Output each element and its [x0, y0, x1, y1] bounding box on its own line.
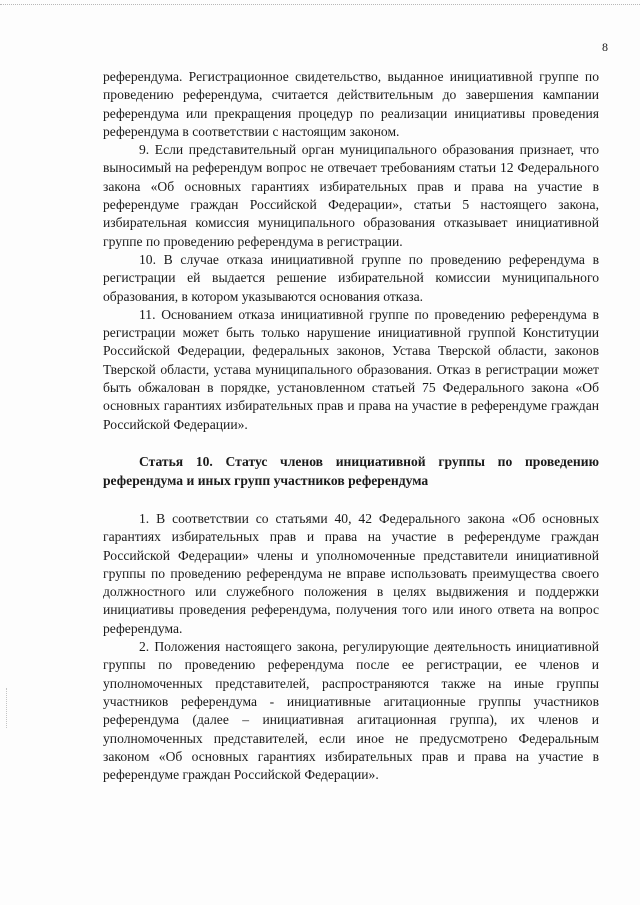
article-heading: Статья 10. Статус членов инициативной группы по проведению референдума и иных групп участников референдума: [103, 453, 599, 488]
scan-margin-marks: [6, 688, 11, 728]
article-10-item-1: 1. В соответствии со статьями 40, 42 Федерального закона «Об основных гарантиях избирательных прав и права на участие в референдуме граждан Российской Федерации» члены и уполномоченные представители инициативной группы по проведению референдума не вправе использовать преимущества своего должностного или служебного положения в целях выдвижения и поддержки инициативы проведения референдума, получения того или иного ответа на вопрос референдума.: [103, 510, 599, 636]
paragraph-item-9: 9. Если представительный орган муниципального образования признает, что выносимый на референдум вопрос не отвечает требованиям статьи 12 Федерального закона «Об основных гарантиях избирательных прав и права на участие в референдуме граждан Российской Федерации», статьи 5 настоящего закона, избирательная комиссия муниципального образования отказывает инициативной группе по проведению референдума в регистрации.: [103, 142, 599, 249]
paragraph-item-10: 10. В случае отказа инициативной группе по проведению референдума в регистрации ей выдается решение избирательной комиссии муниципального образования, в котором указываются основания отказа.: [103, 251, 599, 304]
document-body: [103, 68, 599, 784]
article-10-item-2: 2. Положения настоящего закона, регулирующие деятельность инициативной группы по проведению референдума после ее регистрации, ее членов и уполномоченных представителей, распространяются также на иные группы участников референдума - инициативные агитационные группы участников референдума (далее – инициативная агитационная группа), их членов и уполномоченных представителей, если иное не предусмотрено Федеральным законом «Об основных гарантиях избирательных прав и права на участие в референдуме граждан Российской Федерации».: [103, 639, 599, 783]
paragraph-item-11: 11. Основанием отказа инициативной группе по проведению референдума в регистрации может быть только нарушение инициативной группой Конституции Российской Федерации, федеральных законов, Устава Тверской области, законов Тверской области, устава муниципального образования. Отказ в регистрации может быть обжалован в порядке, установленном статьей 75 Федерального закона «Об основных гарантиях избирательных прав и права на участие в референдуме граждан Российской Федерации».: [103, 306, 599, 432]
page-number: 8: [602, 40, 608, 54]
paragraph-continuation: референдума. Регистрационное свидетельство, выданное инициативной группе по проведению референдума, считается действительным до завершения кампании референдума или прекращения процедур по реализации инициативы проведения референдума в соответствии с настоящим законом.: [103, 69, 599, 139]
scan-top-edge: [0, 4, 640, 5]
